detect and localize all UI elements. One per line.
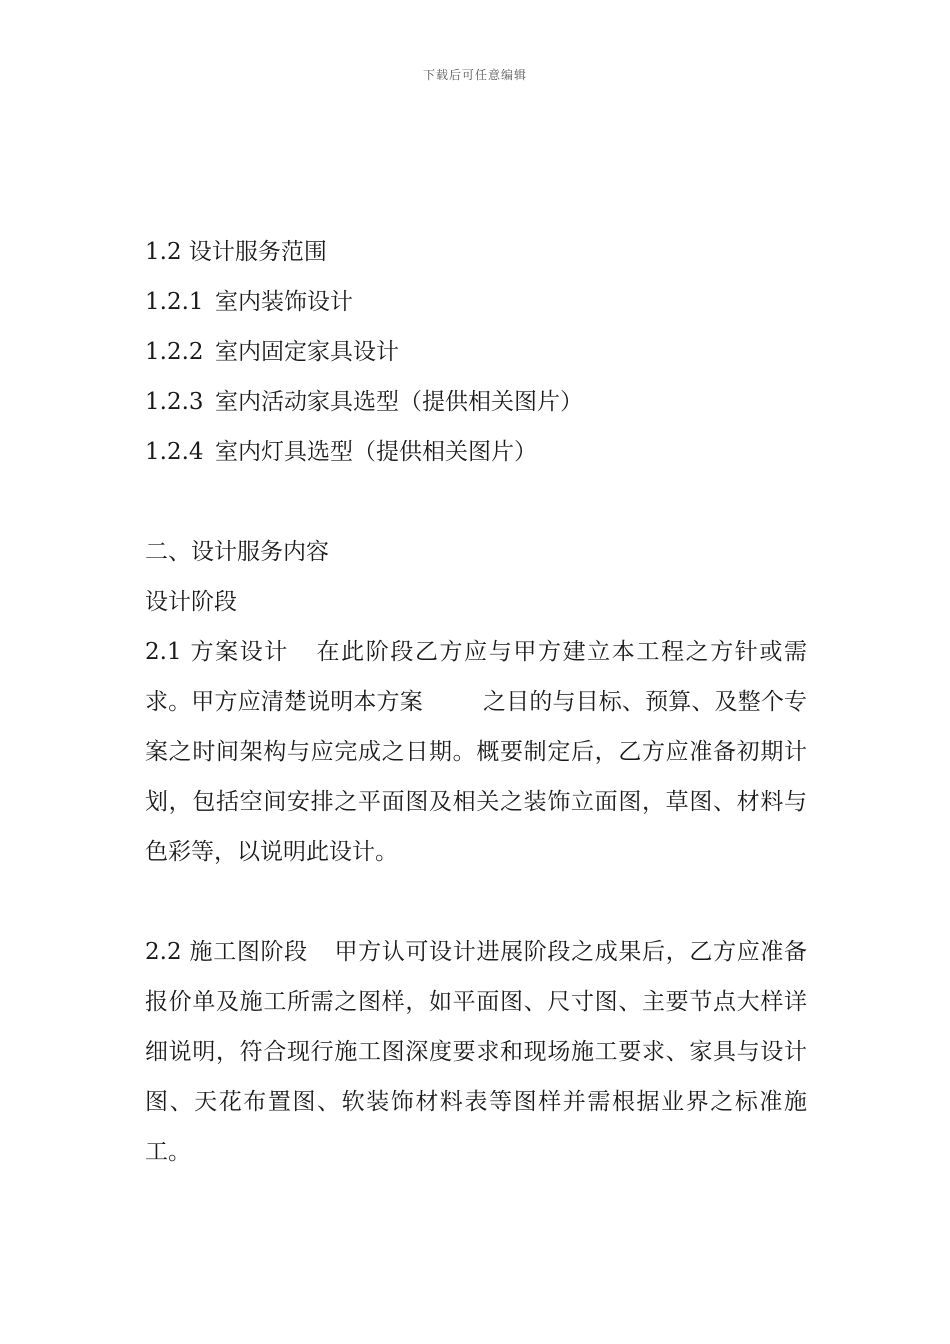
paragraph-2-1 <box>145 627 807 877</box>
list-item <box>145 427 807 477</box>
paragraph-label: 2.1 方案设计 <box>145 639 289 665</box>
spacer <box>145 877 807 927</box>
paragraph-text-continued: 之目的与目标、预算、及整个专案之时间架构与应完成之日期。概要制定后，乙方应准备初期计划，包括空间安排之平面图及相关之装饰立面图，草图、材料与色彩等，以说明此设计。 <box>145 689 808 865</box>
paragraph-2-2 <box>145 927 807 1177</box>
page-header-note: 下载后可任意编辑 <box>422 68 527 82</box>
list-item-number: 1.2.1 <box>145 289 204 315</box>
list-item <box>145 327 807 377</box>
list-item-text: 室内装饰设计 <box>215 289 353 315</box>
list-item <box>145 277 807 327</box>
list-item-text: 室内固定家具设计 <box>215 339 399 365</box>
document-body <box>145 227 807 1177</box>
list-item-number: 1.2.4 <box>145 439 204 465</box>
section-1-2-title: 1.2 设计服务范围 <box>145 239 327 265</box>
spacer <box>145 477 807 527</box>
section-2-subtitle: 设计阶段 <box>145 589 237 615</box>
list-item-text: 室内活动家具选型（提供相关图片） <box>215 389 583 415</box>
list-item-text: 室内灯具选型（提供相关图片） <box>215 439 537 465</box>
paragraph-label: 2.2 施工图阶段 <box>145 939 308 965</box>
list-item <box>145 377 807 427</box>
paragraph-text: 甲方认可设计进展阶段之成果后，乙方应准备报价单及施工所需之图样，如平面图、尺寸图、主要节点大样详细说明，符合现行施工图深度要求和现场施工要求、家具与设计图、天花布置图、软装饰材料表等图样并需根据业界之标准施工。 <box>145 939 808 1165</box>
list-item-number: 1.2.2 <box>145 339 204 365</box>
paragraph-text: 在此阶段乙方应与甲方建立本工程之方针或需求。甲方应清楚说明本方案 <box>145 639 808 715</box>
section-2-title: 二、设计服务内容 <box>145 539 329 565</box>
list-item-number: 1.2.3 <box>145 389 204 415</box>
